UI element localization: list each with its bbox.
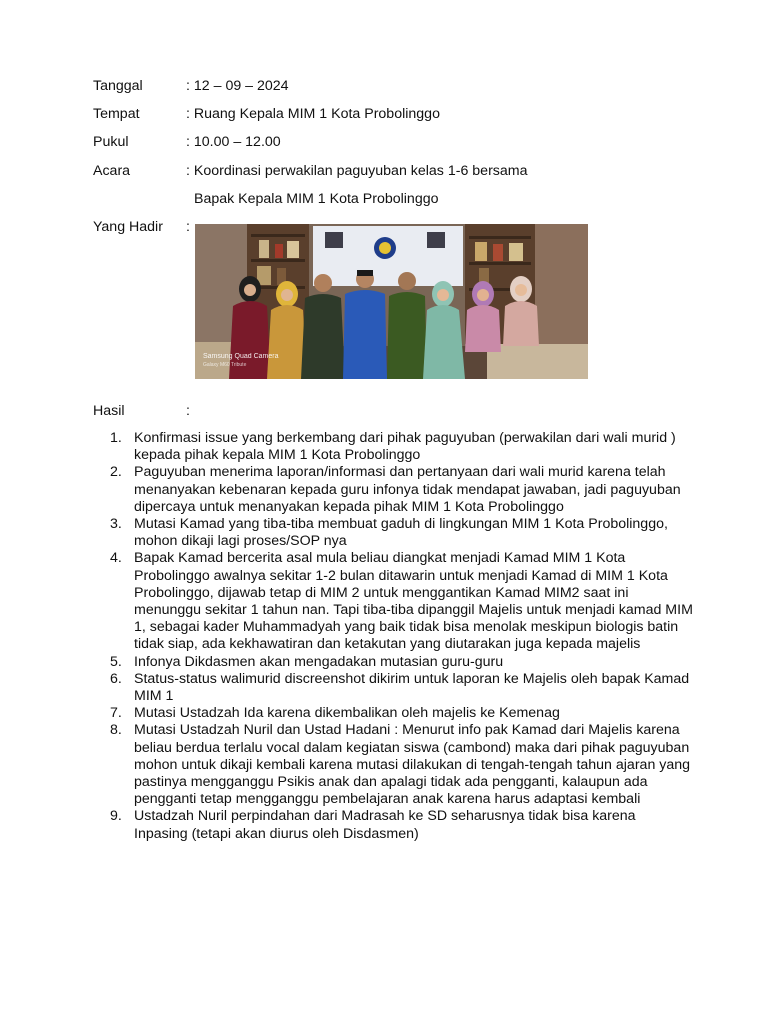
place-value: : Ruang Kepala MIM 1 Kota Probolinggo — [186, 106, 440, 122]
date-label: Tanggal — [93, 78, 143, 94]
date-value: : 12 – 09 – 2024 — [186, 78, 289, 94]
result-item: 7. Mutasi Ustadzah Ida karena dikembalikan oleh majelis ke Kemenag — [110, 705, 560, 722]
attendees-colon: : — [186, 219, 190, 235]
results-label: Hasil — [93, 403, 125, 419]
photo-watermark — [203, 353, 278, 369]
results-list — [93, 430, 693, 843]
time-label: Pukul — [93, 134, 129, 150]
result-item: 2. Paguyuban menerima laporan/informasi dan pertanyaan dari wali murid karena telah menanyakan kebenaran kepada guru infonya tidak mendapat jawaban, jadi paguyuban dipercaya untuk menanyakan kepada pihak MIM 1 Kota Probolinggo — [110, 464, 681, 515]
place-label: Tempat — [93, 106, 140, 122]
camera-caption: Samsung Quad Camera — [203, 353, 279, 360]
result-item: 8. Mutasi Ustadzah Nuril dan Ustad Hadani : Menurut info pak Kamad dari Majelis karena beliau berdua terlalu vocal dalam kegiatan siswa (cambond) maka dari pihak paguyuban mohon untuk dikaji kembali karena mutasi dilakukan di tengah-tengah tahun ajaran yang pastinya mengganggu Psikis anak dan apalagi tidak ada pengganti, kalaupun ada pengganti tetap mengganggu pembelajaran anak karena harus adaptasi kembali — [110, 722, 691, 808]
attendees-label: Yang Hadir — [93, 219, 163, 235]
result-item: 9. Ustadzah Nuril perpindahan dari Madrasah ke SD seharusnya tidak bisa karena Inpasing (tetapi akan diurus oleh Disdasmen) — [110, 808, 636, 842]
result-item: 4. Bapak Kamad bercerita asal mula beliau diangkat menjadi Kamad MIM 1 Kota Probolinggo awalnya sekitar 1-2 bulan ditawarin untuk menjadi Kamad di MIM 1 Kota Probolinggo, dijawab tetap di MIM 2 untuk menggantikan Kamad MIM2 saat ini menunggu sekitar 1 tahun nan. Tapi tiba-tiba dipanggil Majelis untuk menjadi kamad MIM 1, sebagai kader Muhammadyah yang baik tidak bisa menolak meskipun biologis batin tidak siap, ada kekhawatiran dan ketakutan yang diutarakan juga kepada majelis — [110, 550, 693, 653]
result-item: 6. Status-status walimurid discreenshot dikirim untuk laporan ke Majelis oleh bapak Kamad MIM 1 — [110, 670, 690, 705]
result-item: 5. Infonya Dikdasmen akan mengadakan mutasian guru-guru — [110, 653, 504, 670]
result-item: 3. Mutasi Kamad yang tiba-tiba membuat gaduh di lingkungan MIM 1 Kota Probolinggo, mohon dikaji lagi proses/SOP nya — [110, 516, 668, 550]
event-value-line1: : Koordinasi perwakilan paguyuban kelas 1-6 bersama — [186, 163, 528, 179]
attendees-photo — [195, 224, 588, 379]
time-value: : 10.00 – 12.00 — [186, 134, 281, 150]
results-colon: : — [186, 403, 190, 419]
result-item: 1. Konfirmasi issue yang berkembang dari pihak paguyuban (perwakilan dari wali murid ) kepada pihak kepala MIM 1 Kota Probolinggo — [110, 430, 676, 464]
event-label: Acara — [93, 163, 131, 179]
event-value-line2: Bapak Kepala MIM 1 Kota Probolinggo — [194, 191, 439, 207]
camera-subcaption: Galaxy M60 Tribute — [203, 362, 247, 368]
